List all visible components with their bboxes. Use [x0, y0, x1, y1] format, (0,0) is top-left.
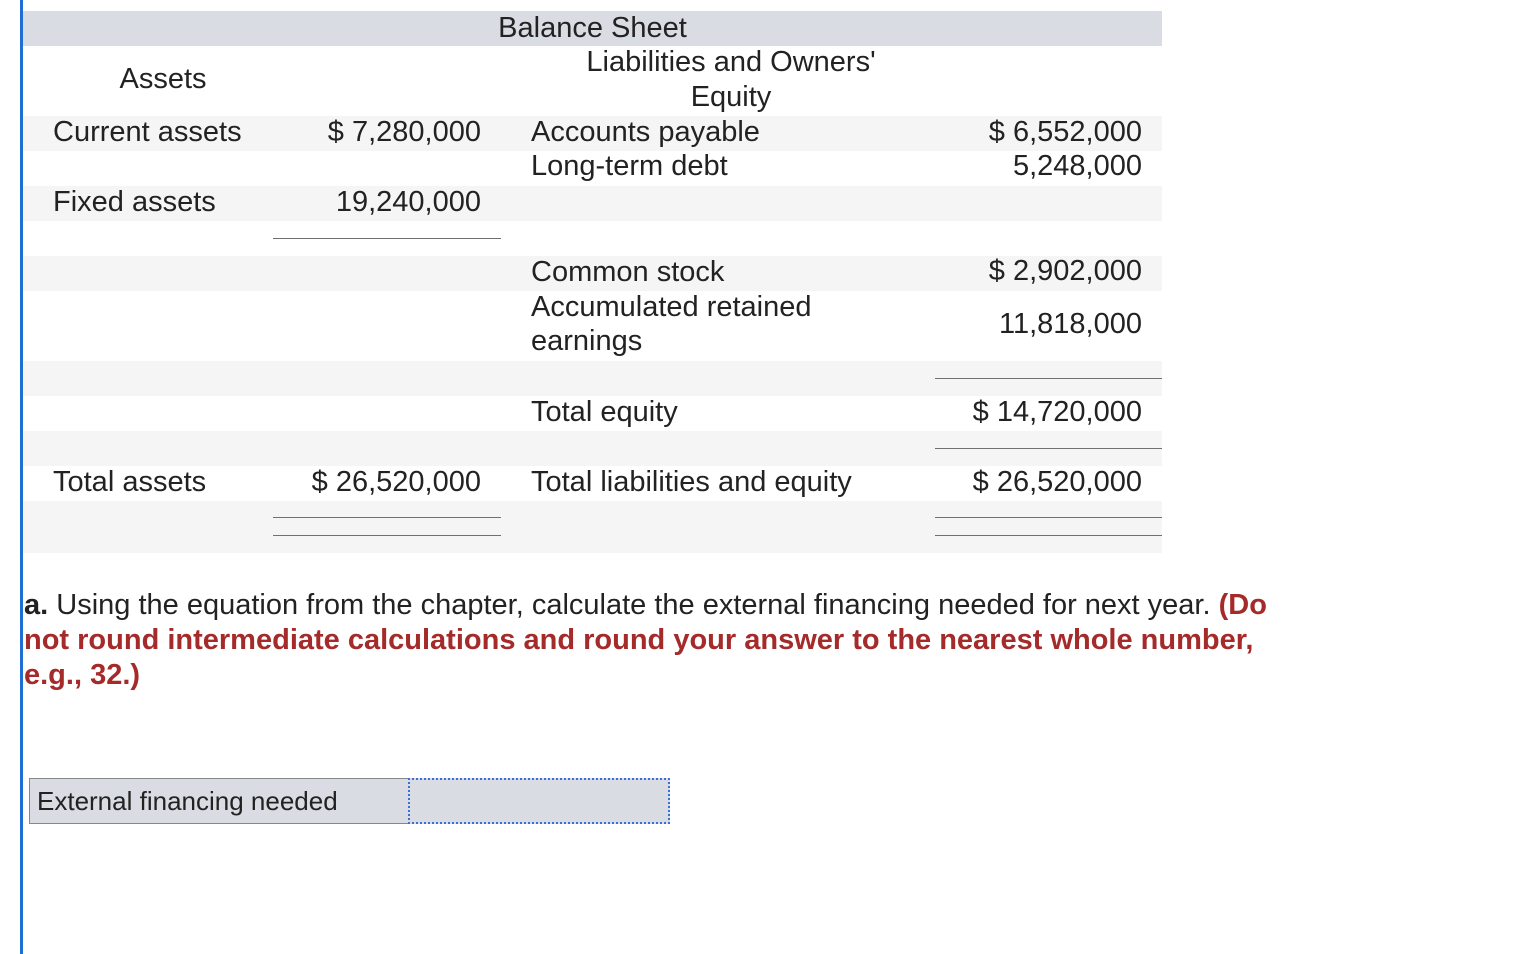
question-text — [24, 588, 1284, 693]
question-letter: a. — [24, 589, 49, 621]
equity-subtotal-rule — [935, 378, 1162, 379]
total-equity-value: $ 14,720,000 — [972, 396, 1142, 428]
total-double-rule-bottom — [273, 535, 501, 536]
total-assets-value: $ 26,520,000 — [311, 466, 481, 498]
long-term-debt-value: 5,248,000 — [1012, 150, 1142, 182]
total-liabilities-equity-label: Total liabilities and equity — [531, 466, 852, 498]
total-equity-rule — [935, 448, 1162, 449]
table-row-shade — [23, 501, 1162, 553]
fixed-assets-label: Fixed assets — [53, 186, 216, 218]
question-instruction: (Do not round intermediate calculations and round your answer to the nearest whole number, e.g., 32.) — [24, 589, 1267, 691]
liabilities-equity-header-line2: Equity — [690, 81, 772, 113]
long-term-debt-label: Long-term debt — [531, 150, 728, 182]
common-stock-label: Common stock — [531, 256, 725, 288]
retained-earnings-label-line2: earnings — [531, 325, 643, 357]
fixed-assets-value: 19,240,000 — [335, 186, 481, 218]
external-financing-input[interactable] — [408, 778, 670, 824]
external-financing-label: External financing needed — [37, 786, 338, 816]
answer-row — [29, 778, 669, 824]
total-double-rule-top — [935, 517, 1162, 518]
question-body: Using the equation from the chapter, calculate the external financing needed for next year. — [48, 589, 1219, 621]
total-equity-label: Total equity — [531, 396, 678, 428]
liabilities-equity-header-line1: Liabilities and Owners' — [586, 46, 876, 78]
common-stock-value: $ 2,902,000 — [988, 255, 1142, 287]
total-double-rule-top — [273, 517, 501, 518]
current-assets-value: $ 7,280,000 — [327, 116, 481, 148]
table-title: Balance Sheet — [498, 12, 687, 44]
total-assets-label: Total assets — [53, 466, 207, 498]
subtotal-rule — [273, 238, 501, 239]
retained-earnings-value: 11,818,000 — [999, 308, 1142, 340]
accounts-payable-value: $ 6,552,000 — [988, 116, 1142, 148]
total-double-rule-bottom — [935, 535, 1162, 536]
accounts-payable-label: Accounts payable — [531, 116, 760, 148]
current-assets-label: Current assets — [53, 116, 242, 148]
total-liabilities-equity-value: $ 26,520,000 — [972, 466, 1142, 498]
assets-header: Assets — [119, 63, 207, 95]
retained-earnings-label-line1: Accumulated retained — [531, 291, 812, 323]
